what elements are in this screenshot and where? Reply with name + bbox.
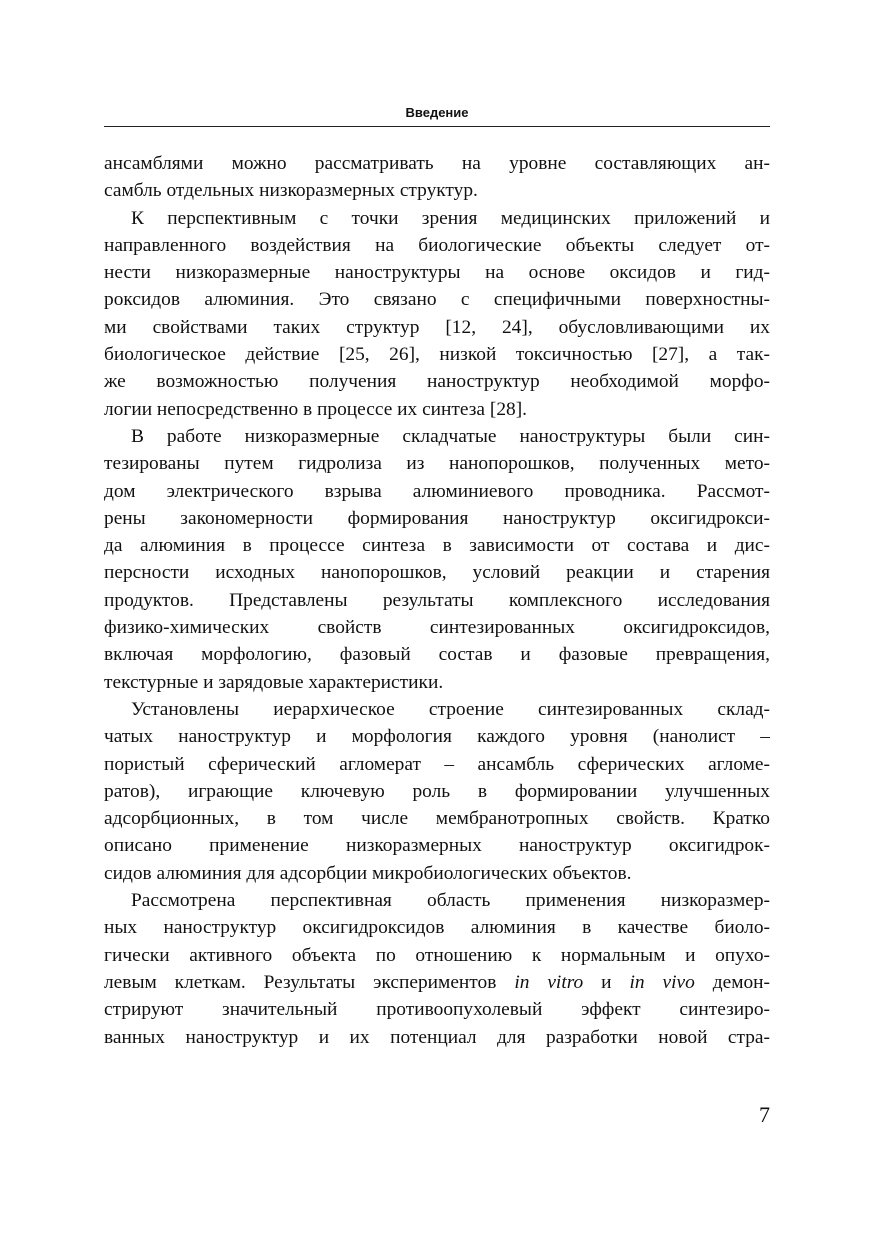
text-line: же возможностью получения наноструктур необходимой морфо- (104, 371, 770, 393)
text-line: роксидов алюминия. Это связано с специфичными поверхностны- (104, 289, 770, 311)
header-rule (104, 126, 770, 127)
text-line: чатых наноструктур и морфология каждого уровня (нанолист – (104, 726, 770, 748)
text-line: биологическое действие [25, 26], низкой токсичностью [27], а так- (104, 344, 770, 366)
text-line: да алюминия в процессе синтеза в зависимости от состава и дис- (104, 535, 770, 557)
text-line: ных наноструктур оксигидроксидов алюминия в качестве биоло- (104, 917, 770, 939)
text-line: сидов алюминия для адсорбции микробиологических объектов. (104, 862, 632, 884)
text-fragment: и (583, 971, 630, 993)
text-line: нести низкоразмерные наноструктуры на основе оксидов и гид- (104, 262, 770, 284)
text-line: ансамблями можно рассматривать на уровне составляющих ан- (104, 153, 770, 174)
text-line: пористый сферический агломерат – ансамбль сферических агломе- (104, 753, 770, 775)
text-line: персности исходных нанопорошков, условий реакции и старения (104, 562, 770, 584)
text-line: физико-химических свойств синтезированных оксигидроксидов, (104, 617, 770, 639)
text-line: Установлены иерархическое строение синтезированных склад- (131, 698, 770, 720)
italic-term-in-vitro: in vitro (514, 971, 584, 993)
text-fragment: демон- (694, 971, 770, 993)
italic-term-in-vivo: in vivo (629, 971, 695, 993)
text-line: тезированы путем гидролиза из нанопорошков, полученных мето- (104, 453, 770, 475)
text-line: адсорбционных, в том числе мембранотропных свойств. Кратко (104, 808, 770, 830)
text-line: ванных наноструктур и их потенциал для разработки новой стра- (104, 1026, 770, 1048)
text-line: описано применение низкоразмерных наноструктур оксигидрок- (104, 835, 770, 857)
text-line: К перспективным с точки зрения медицинских приложений и (131, 207, 770, 229)
text-line: продуктов. Представлены результаты комплексного исследования (104, 589, 770, 611)
text-line: текстурные и зарядовые характеристики. (104, 671, 444, 693)
text-line: гически активного объекта по отношению к нормальным и опухо- (104, 944, 770, 966)
text-line: ми свойствами таких структур [12, 24], обусловливающими их (104, 316, 770, 338)
text-line: В работе низкоразмерные складчатые наноструктуры были син- (131, 425, 770, 447)
page-number: 7 (759, 1102, 770, 1127)
text-line: самбль отдельных низкоразмерных структур. (104, 180, 478, 202)
text-line-with-italics (104, 969, 770, 996)
text-line: стрируют значительный противоопухолевый эффект синтезиро- (104, 999, 770, 1021)
text-fragment: левым клеткам. Результаты экспериментов (104, 971, 515, 993)
text-line: ратов), играющие ключевую роль в формировании улучшенных (104, 780, 770, 802)
text-line: Рассмотрена перспективная область применения низкоразмер- (131, 890, 770, 912)
text-line: рены закономерности формирования наноструктур оксигидрокси- (104, 507, 770, 529)
text-line: дом электрического взрыва алюминиевого проводника. Рассмот- (104, 480, 770, 502)
text-line: логии непосредственно в процессе их синтеза [28]. (104, 398, 528, 420)
text-line: включая морфологию, фазовый состав и фазовые превращения, (104, 644, 770, 666)
running-header-title: Введение (405, 105, 469, 120)
text-line: направленного воздействия на биологические объекты следует от- (104, 234, 770, 256)
body-text (104, 150, 770, 1051)
